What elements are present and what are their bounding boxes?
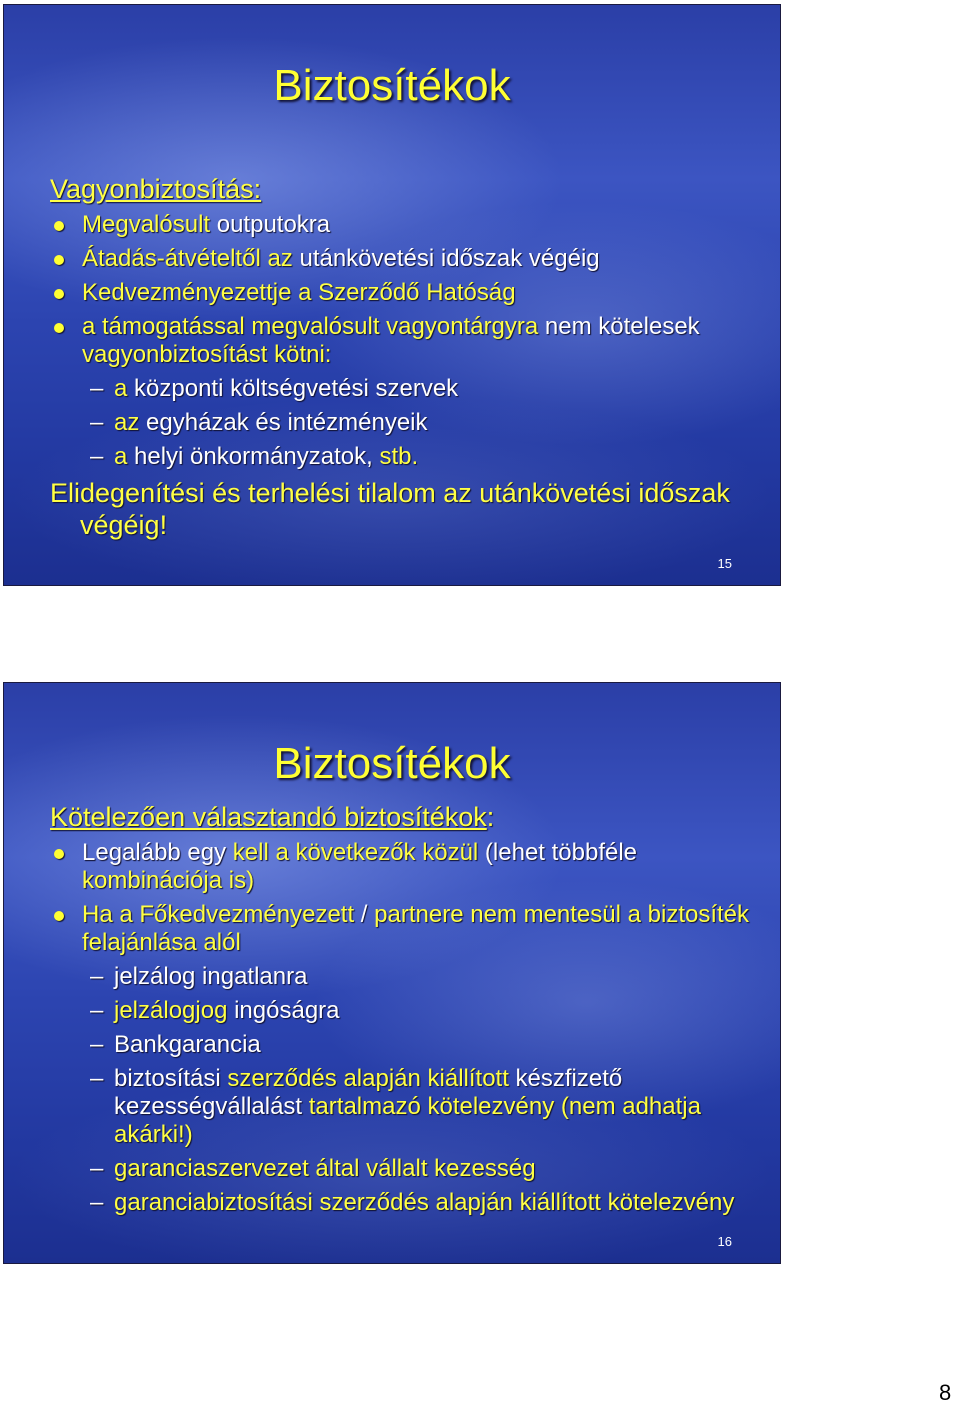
slide-title: Biztosítékok [273, 61, 511, 110]
slide-number: 16 [717, 1234, 732, 1249]
text: készfizető kezességvállalást [114, 1065, 623, 1120]
text-highlight: a [114, 375, 128, 402]
slide-content [50, 801, 750, 1223]
bullet-item [50, 279, 750, 307]
text-highlight: kell a következők közül [232, 839, 479, 866]
dash-icon: – [90, 443, 104, 470]
text-highlight: jelzálogjog [114, 997, 228, 1024]
dash-icon: – [90, 409, 104, 436]
sub-item [50, 375, 750, 403]
text: egyházak és intézményeik [139, 409, 428, 436]
text-highlight: Kedvezményezettje a Szerződő Hatóság [82, 279, 516, 306]
page-number: 8 [939, 1380, 952, 1405]
bullet-icon [54, 323, 64, 333]
slide-15 [3, 4, 781, 586]
text-highlight: szerződés alapján kiállított [227, 1065, 509, 1092]
text: utánkövetési időszak végéig [292, 245, 600, 272]
sub-item [50, 1031, 750, 1059]
bullet-item [50, 313, 750, 369]
text: központi költségvetési szervek [127, 375, 459, 402]
heading-text: Kötelezően választandó biztosítékok [50, 802, 487, 832]
text-highlight: garanciaszervezet által vállalt kezesség [114, 1155, 536, 1182]
dash-icon: – [90, 963, 104, 990]
sub-item [50, 1189, 750, 1217]
text: (lehet többféle [478, 839, 638, 866]
text: outputokra [210, 211, 331, 238]
text-highlight: Ha a Főkedvezményezett [82, 901, 355, 928]
dash-icon: – [90, 997, 104, 1024]
bullet-icon [54, 849, 64, 859]
bullet-icon [54, 255, 64, 265]
dash-icon: – [90, 375, 104, 402]
bullet-item [50, 245, 750, 273]
slide-content [50, 173, 750, 541]
sub-item [50, 1155, 750, 1183]
section-heading [50, 801, 750, 833]
text-highlight: tartalmazó kötelezvény (nem adhatja akárki!) [114, 1093, 701, 1148]
slide-16 [3, 682, 781, 1264]
text: nem kötelesek [538, 313, 700, 340]
section-heading: Vagyonbiztosítás: [50, 174, 262, 204]
bullet-item [50, 901, 750, 957]
dash-icon: – [90, 1065, 104, 1092]
text: helyi önkormányzatok, [127, 443, 380, 470]
slide-title: Biztosítékok [273, 739, 511, 788]
text-highlight: Átadás-átvételtől az [82, 245, 293, 272]
heading-colon: : [486, 802, 495, 832]
text-highlight: Megvalósult [82, 211, 211, 238]
bullet-icon [54, 289, 64, 299]
bullet-item [50, 211, 750, 239]
text-highlight: stb. [379, 443, 419, 470]
text-highlight: garanciabiztosítási szerződés alapján kiállított kötelezvény [114, 1189, 735, 1216]
sub-item [50, 1065, 750, 1149]
text: Legalább egy [82, 839, 233, 866]
text: ingóságra [227, 997, 340, 1024]
text-highlight: az [114, 409, 140, 436]
text-highlight: a [114, 443, 128, 470]
dash-icon: – [90, 1189, 104, 1216]
closing-statement: Elidegenítési és terhelési tilalom az utánkövetési időszak végéig! [50, 478, 730, 540]
sub-item [50, 443, 750, 471]
text-highlight: partnere nem mentesül a biztosíték felajánlása alól [82, 901, 750, 956]
text: jelzálog ingatlanra [114, 963, 308, 990]
text: biztosítási [114, 1065, 228, 1092]
sub-item [50, 409, 750, 437]
text-highlight: kombinációja is) [82, 867, 255, 894]
slide-number: 15 [717, 556, 732, 571]
text-highlight: vagyonbiztosítást kötni: [82, 341, 332, 368]
dash-icon: – [90, 1155, 104, 1182]
text: / [354, 901, 375, 928]
bullet-item [50, 839, 750, 895]
bullet-icon [54, 911, 64, 921]
sub-item [50, 997, 750, 1025]
text: Bankgarancia [114, 1031, 261, 1058]
bullet-icon [54, 221, 64, 231]
sub-item [50, 963, 750, 991]
text-highlight: a támogatással megvalósult vagyontárgyra [82, 313, 539, 340]
dash-icon: – [90, 1031, 104, 1058]
